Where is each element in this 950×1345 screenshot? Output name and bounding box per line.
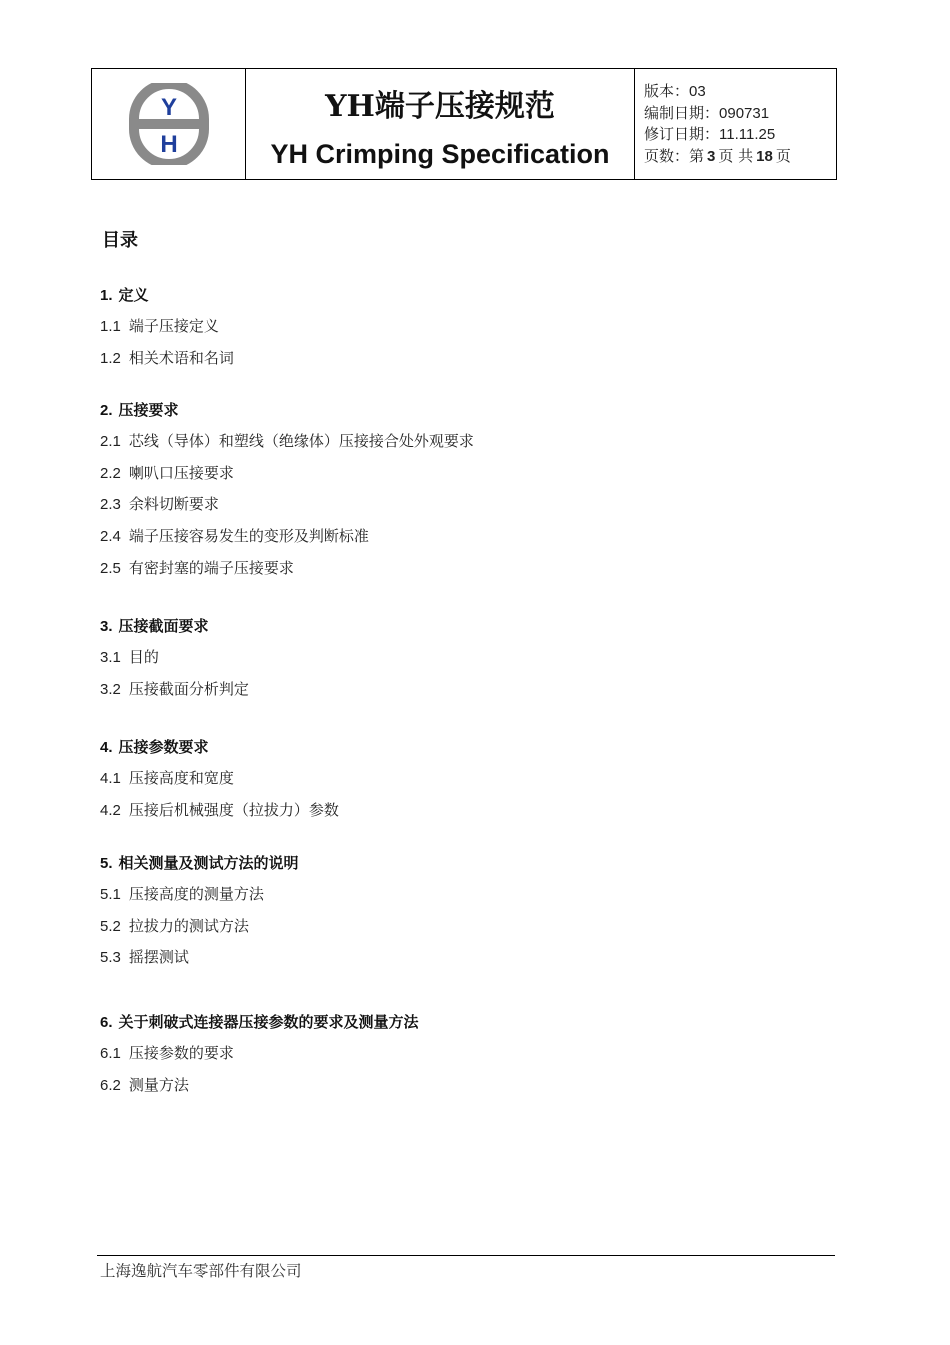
toc-entry-title: 压接参数的要求 <box>128 1044 234 1062</box>
toc-entry[interactable] <box>100 1075 419 1107</box>
toc-entry-title: 端子压接定义 <box>128 317 219 335</box>
toc-entry[interactable] <box>100 316 234 348</box>
toc-entry[interactable] <box>100 647 249 679</box>
toc-section-number: 1. <box>100 287 113 304</box>
toc-entry-title: 余料切断要求 <box>128 495 219 514</box>
page-total: 18 <box>756 147 773 165</box>
toc-entry-number: 4.2 <box>100 801 121 819</box>
toc-entry-number: 3.2 <box>100 680 121 698</box>
compiled-date-label: 编制日期： <box>644 103 720 122</box>
toc-entry-number: 6.2 <box>100 1076 121 1094</box>
revised-date-label: 修订日期： <box>644 125 720 143</box>
toc-entry[interactable] <box>100 916 299 948</box>
toc-entry-title: 端子压接容易发生的变形及判断标准 <box>128 527 369 546</box>
toc-title: 目录 <box>102 230 138 251</box>
toc-entry[interactable] <box>100 558 474 590</box>
page-current: 3 <box>707 147 716 165</box>
toc-section-heading[interactable] <box>100 400 474 431</box>
toc-section-title: 关于刺破式连接器压接参数的要求及测量方法 <box>118 1013 419 1031</box>
toc-entry-number: 3.1 <box>100 649 121 666</box>
document-title-cn: YH端子压接规范 <box>325 89 555 124</box>
toc-section-heading[interactable] <box>100 737 339 768</box>
logo-cell <box>92 69 246 179</box>
toc-section <box>100 1012 419 1106</box>
page-mid: 页 共 <box>718 146 754 165</box>
toc-entry[interactable] <box>100 800 339 832</box>
toc-entry-title: 测量方法 <box>128 1075 189 1094</box>
version-label: 版本： <box>644 82 690 100</box>
toc-entry[interactable] <box>100 431 474 463</box>
toc-entry[interactable] <box>100 494 474 526</box>
toc-entry-title: 拉拔力的测试方法 <box>128 916 249 935</box>
page-label: 页数：第 <box>644 146 705 165</box>
toc-entry-title: 压接截面分析判定 <box>128 679 249 698</box>
toc-entry-number: 2.2 <box>100 464 121 482</box>
toc-entry-number: 6.1 <box>100 1045 121 1062</box>
footer-company: 上海逸航汽车零部件有限公司 <box>100 1262 302 1280</box>
toc-section <box>100 853 299 979</box>
toc-entry-number: 2.4 <box>100 528 121 546</box>
toc-entry-title: 压接高度和宽度 <box>128 769 234 787</box>
toc-entry-title: 目的 <box>128 648 159 666</box>
toc-entry-title: 喇叭口压接要求 <box>128 463 234 482</box>
toc-entry-title: 有密封塞的端子压接要求 <box>128 558 294 577</box>
toc-entry[interactable] <box>100 884 299 916</box>
toc-entry-number: 2.1 <box>100 433 121 450</box>
revised-date-row <box>644 124 836 146</box>
version-row <box>644 81 836 103</box>
document-title-en: YH Crimping Specification <box>270 139 610 169</box>
toc-section <box>100 285 234 379</box>
toc-entry[interactable] <box>100 947 299 979</box>
toc-entry-title: 相关术语和名词 <box>128 348 234 367</box>
document-header <box>91 68 837 180</box>
compiled-date-row <box>644 103 836 125</box>
toc-section <box>100 400 474 589</box>
toc-entry-title: 芯线（导体）和塑线（绝缘体）压接接合处外观要求 <box>128 432 474 450</box>
toc-entry-number: 2.3 <box>100 496 121 514</box>
toc-entry-number: 5.3 <box>100 949 121 967</box>
toc-section-number: 4. <box>100 739 113 756</box>
toc-section-heading[interactable] <box>100 285 234 316</box>
toc-section-title: 定义 <box>118 286 149 304</box>
toc-entry[interactable] <box>100 1043 419 1075</box>
toc-section-title: 压接截面要求 <box>118 617 209 635</box>
title-cell <box>246 69 635 179</box>
toc-entry[interactable] <box>100 679 249 711</box>
toc-entry-number: 1.2 <box>100 349 121 367</box>
toc-section <box>100 616 249 710</box>
toc-section-number: 5. <box>100 855 113 872</box>
toc-entry-number: 2.5 <box>100 559 121 577</box>
toc-entry-number: 1.1 <box>100 318 121 335</box>
toc-section-number: 3. <box>100 618 113 635</box>
toc-entry-number: 5.1 <box>100 886 121 903</box>
toc-entry[interactable] <box>100 768 339 800</box>
toc-entry-title: 压接后机械强度（拉拔力）参数 <box>128 800 339 819</box>
toc-section-title: 压接要求 <box>118 401 179 419</box>
footer-divider <box>97 1255 835 1256</box>
toc-section-number: 2. <box>100 402 113 419</box>
toc-entry-title: 摇摆测试 <box>128 948 189 967</box>
toc-entry-number: 4.1 <box>100 770 121 787</box>
toc-entry-number: 5.2 <box>100 917 121 935</box>
toc-section-heading[interactable] <box>100 1012 419 1043</box>
toc-entry-title: 压接高度的测量方法 <box>128 885 264 903</box>
toc-section <box>100 737 339 831</box>
toc-entry[interactable] <box>100 463 474 495</box>
document-meta <box>635 69 836 179</box>
toc-entry[interactable] <box>100 526 474 558</box>
version-value: 03 <box>689 83 706 100</box>
toc-section-number: 6. <box>100 1014 113 1031</box>
revised-date-value: 11.11.25 <box>719 126 776 143</box>
logo-letter-h: H <box>159 131 178 158</box>
toc-section-title: 压接参数要求 <box>118 738 209 756</box>
toc-section-heading[interactable] <box>100 853 299 884</box>
compiled-date-value: 090731 <box>719 104 770 122</box>
page-count-row <box>644 146 836 168</box>
logo-letter-y: Y <box>160 94 177 121</box>
toc-entry[interactable] <box>100 348 234 380</box>
toc-section-heading[interactable] <box>100 616 249 647</box>
toc-section-title: 相关测量及测试方法的说明 <box>118 854 299 872</box>
page-suffix: 页 <box>775 146 791 165</box>
company-logo <box>128 83 210 165</box>
